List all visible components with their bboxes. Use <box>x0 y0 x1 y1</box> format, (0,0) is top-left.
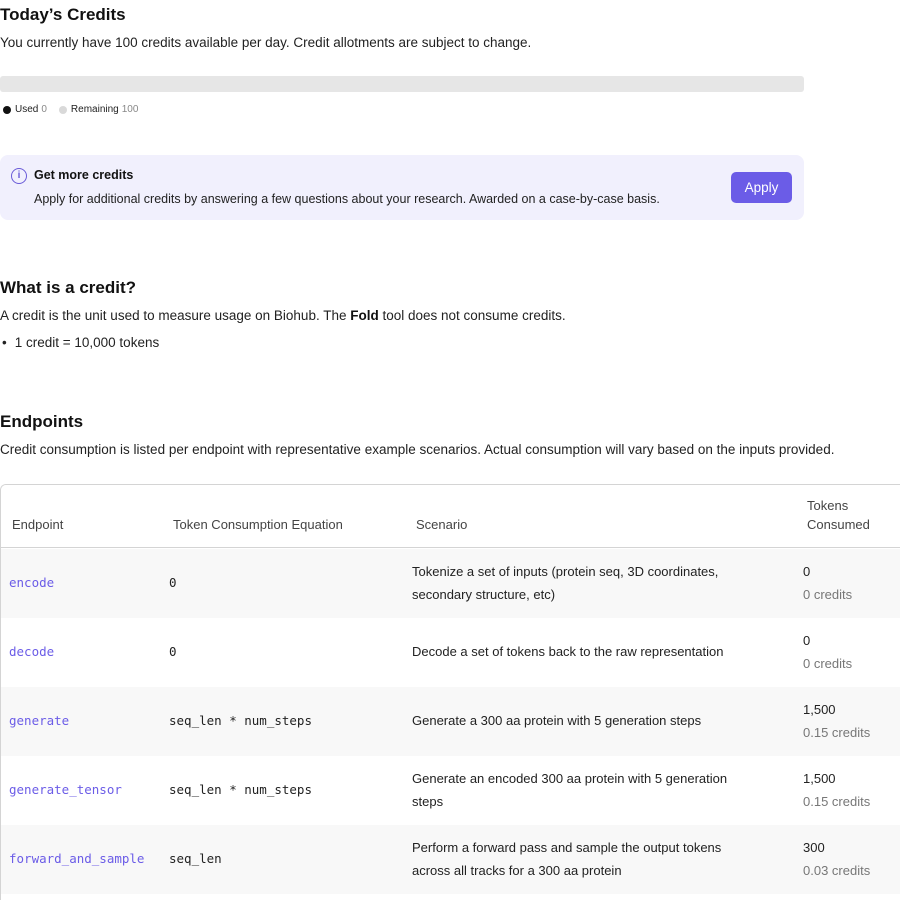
legend-remaining-value: 100 <box>121 104 139 115</box>
credits-value: 0 credits <box>803 587 853 602</box>
credit-desc-before: A credit is the unit used to measure usage on Biohub. The <box>0 308 351 323</box>
legend-used-value: 0 <box>41 104 47 115</box>
credit-desc-after: tool does not consume credits. <box>378 308 566 323</box>
scenario-line1: Tokenize a set of inputs (protein seq, 3D coordinates, <box>412 564 719 579</box>
credits-value: 0.15 credits <box>803 794 871 809</box>
endpoint-name[interactable]: forward_and_sample <box>9 851 145 866</box>
tokens-consumed <box>803 560 852 606</box>
scenario-line2: steps <box>412 794 444 809</box>
tokens-consumed <box>803 698 870 744</box>
endpoint-name[interactable]: generate <box>9 713 70 728</box>
table-header <box>1 485 900 548</box>
tokens-value: 0 <box>803 633 811 648</box>
equation: seq_len * num_steps <box>169 713 312 728</box>
endpoints-description: Credit consumption is listed per endpoint with representative example scenarios. Actual consumption will vary based on the inputs provided. <box>0 442 835 457</box>
tokens-value: 0 <box>803 564 811 579</box>
banner-description: Apply for additional credits by answering a few questions about your research. Awarded on a case-by-case basis. <box>34 192 660 206</box>
credit-desc-bold: Fold <box>350 308 379 323</box>
header-equation: Token Consumption Equation <box>173 517 343 532</box>
tokens-consumed <box>803 767 870 813</box>
equation: 0 <box>169 644 177 659</box>
section-title-what-is-credit: What is a credit? <box>0 278 137 297</box>
scenario-line1: Perform a forward pass and sample the output tokens <box>412 840 722 855</box>
equation: seq_len <box>169 851 222 866</box>
legend-remaining-label: Remaining <box>70 104 119 115</box>
tokens-value: 1,500 <box>803 771 836 786</box>
credits-usage-bar <box>0 76 804 92</box>
table-row <box>1 687 900 756</box>
legend-used <box>3 104 47 115</box>
credits-value: 0.03 credits <box>803 863 871 878</box>
scenario-line1: Generate a 300 aa protein with 5 generation steps <box>412 713 702 728</box>
tokens-consumed <box>803 836 870 882</box>
tokens-consumed <box>803 629 852 675</box>
header-tokens-line1: Tokens <box>807 498 849 513</box>
table-row <box>1 618 900 687</box>
equation: seq_len * num_steps <box>169 782 312 797</box>
header-tokens-line2: Consumed <box>807 517 870 532</box>
scenario <box>412 836 721 882</box>
remaining-dot-icon <box>59 106 67 114</box>
credit-bullet-text: 1 credit = 10,000 tokens <box>14 335 160 350</box>
scenario-line2: secondary structure, etc) <box>412 587 556 602</box>
get-more-credits-banner <box>0 155 804 220</box>
scenario <box>412 560 718 606</box>
banner-title: Get more credits <box>34 168 134 182</box>
used-dot-icon <box>3 106 11 114</box>
endpoint-name[interactable]: encode <box>9 575 55 590</box>
apply-button[interactable]: Apply <box>731 172 792 203</box>
table-row <box>1 756 900 825</box>
scenario-line1: Decode a set of tokens back to the raw representation <box>412 644 724 659</box>
credits-value: 0 credits <box>803 656 853 671</box>
scenario-line2: across all tracks for a 300 aa protein <box>412 863 622 878</box>
header-endpoint: Endpoint <box>12 517 64 532</box>
endpoint-name[interactable]: generate_tensor <box>9 782 122 797</box>
endpoints-table <box>0 484 900 900</box>
tokens-value: 1,500 <box>803 702 836 717</box>
credits-value: 0.15 credits <box>803 725 871 740</box>
legend-used-label: Used <box>15 104 39 115</box>
legend-remaining <box>59 104 139 115</box>
scenario-line1: Generate an encoded 300 aa protein with 5 generation <box>412 771 728 786</box>
tokens-value: 300 <box>803 840 825 855</box>
section-title-credits: Today’s Credits <box>0 5 126 24</box>
bullet-icon: • <box>2 335 7 350</box>
credit-description <box>0 308 566 323</box>
scenario <box>412 767 727 813</box>
scenario <box>412 640 723 663</box>
equation: 0 <box>169 575 177 590</box>
info-icon: i <box>11 168 27 184</box>
credit-bullet <box>2 335 159 350</box>
endpoint-name[interactable]: decode <box>9 644 55 659</box>
table-row <box>1 825 900 894</box>
section-title-endpoints: Endpoints <box>0 412 84 431</box>
header-scenario: Scenario <box>416 517 468 532</box>
scenario <box>412 709 701 732</box>
credits-legend <box>3 104 150 115</box>
table-row <box>1 549 900 618</box>
credits-description: You currently have 100 credits available per day. Credit allotments are subject to change. <box>0 35 532 50</box>
